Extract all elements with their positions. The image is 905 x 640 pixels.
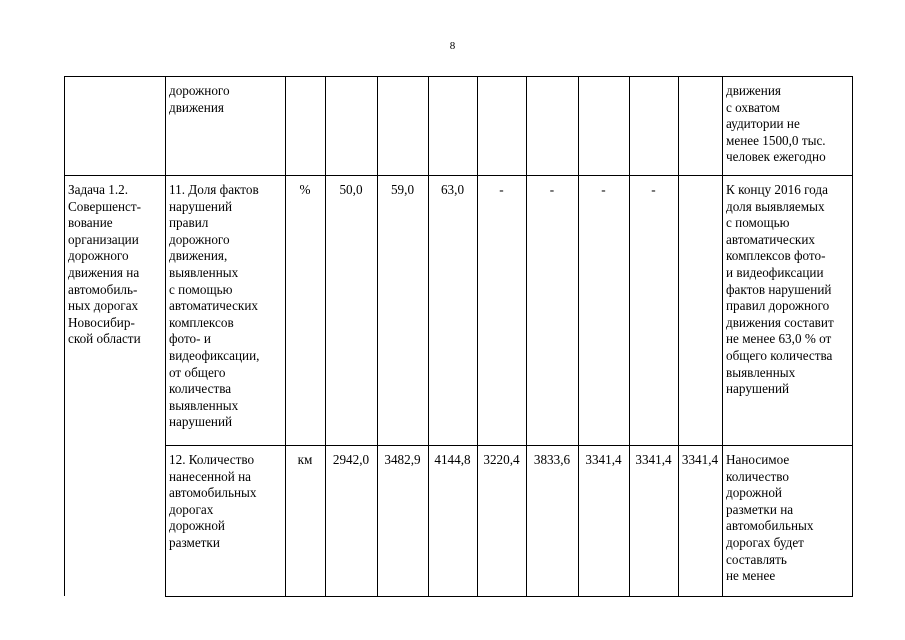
column-line <box>477 76 478 596</box>
value-cell: - <box>549 182 555 197</box>
value-cell: 63,0 <box>440 182 465 197</box>
value-cell: 3482,9 <box>384 452 421 467</box>
column-line <box>678 76 679 596</box>
table-border-bottom <box>165 596 853 597</box>
value-cell: - <box>601 182 606 197</box>
column-line <box>428 76 429 596</box>
value-cell: 2942,0 <box>332 452 370 467</box>
value-cell: 3341,4 <box>681 452 719 467</box>
value-cell: 3341,4 <box>635 452 672 467</box>
indicator-cell: дорожного движения <box>169 83 230 115</box>
page-number: 8 <box>449 40 456 52</box>
column-line <box>722 76 723 596</box>
column-line <box>325 76 326 596</box>
column-line <box>526 76 527 596</box>
column-line <box>285 76 286 596</box>
column-line <box>852 76 853 596</box>
column-line <box>578 76 579 596</box>
unit-cell: км <box>297 452 313 467</box>
value-cell: - <box>651 182 656 197</box>
column-line <box>64 76 65 596</box>
unit-cell: % <box>299 182 311 197</box>
row-divider <box>64 175 853 176</box>
value-cell: 59,0 <box>390 182 415 197</box>
result-cell: К концу 2016 года доля выявляемых с помощью автоматических комплексов фото- и видеофиксации фактов нарушений правил дорожного движения составит не менее 63,0 % от общего количества выявленных нарушений <box>726 182 834 397</box>
indicator-cell: 12. Количество нанесенной на автомобильных дорогах дорожной разметки <box>169 452 257 550</box>
task-cell: Задача 1.2. Совершенст- вование организации дорожного движения на автомобиль- ных дорогах Новосибир- ской области <box>68 182 142 347</box>
value-cell: - <box>499 182 504 197</box>
value-cell: 3341,4 <box>585 452 622 467</box>
column-line <box>629 76 630 596</box>
column-line <box>377 76 378 596</box>
indicator-cell: 11. Доля фактов нарушений правил дорожного движения, выявленных с помощью автоматических комплексов фото- и видеофиксации, от общего количества выявленных нарушений <box>169 182 260 430</box>
value-cell: 50,0 <box>339 182 363 197</box>
table-border-top <box>64 76 853 77</box>
row-divider <box>165 445 853 446</box>
value-cell: 3220,4 <box>483 452 520 467</box>
result-cell: движения с охватом аудитории не менее 1500,0 тыс. человек ежегодно <box>726 83 826 165</box>
value-cell: 3833,6 <box>533 452 571 467</box>
result-cell: Наносимое количество дорожной разметки на автомобильных дорогах будет составлять не менее <box>726 452 814 584</box>
value-cell: 4144,8 <box>434 452 471 467</box>
column-line <box>165 76 166 596</box>
